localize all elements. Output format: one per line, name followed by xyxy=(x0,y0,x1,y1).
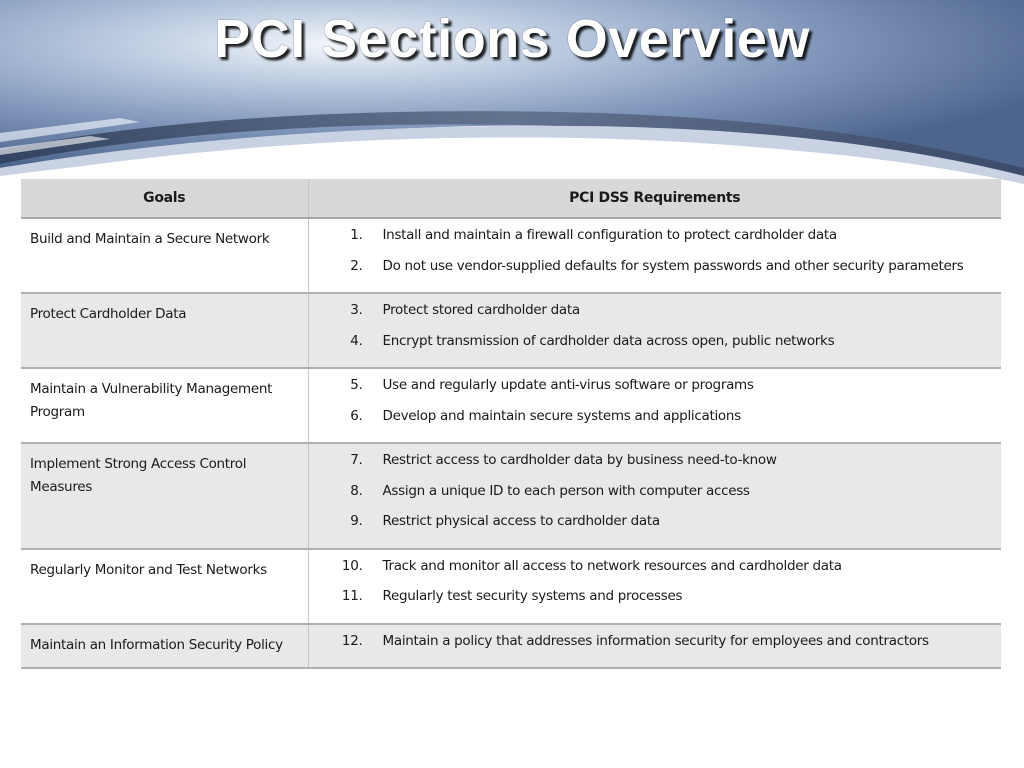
list-item xyxy=(309,632,1002,663)
requirement-list xyxy=(309,219,1002,292)
requirements-cell xyxy=(308,218,1001,293)
requirement-number: 1. xyxy=(350,227,363,243)
requirement-text: Use and regularly update anti-virus software or programs xyxy=(382,377,754,393)
requirement-number: 7. xyxy=(350,452,363,468)
requirement-list xyxy=(309,294,1002,367)
goal-cell xyxy=(21,218,308,293)
requirement-number: 5. xyxy=(350,377,363,393)
goals-column-header: Goals xyxy=(21,179,308,218)
requirement-text: Regularly test security systems and processes xyxy=(382,588,683,604)
requirement-text: Restrict access to cardholder data by business need-to-know xyxy=(382,452,777,468)
list-item xyxy=(309,482,1002,513)
requirement-list xyxy=(309,444,1002,548)
list-item xyxy=(309,512,1002,543)
table-row xyxy=(21,218,1001,293)
goal-label: Maintain an Information Security Policy xyxy=(30,636,283,653)
table-row xyxy=(21,624,1001,669)
goal-label: Protect Cardholder Data xyxy=(30,306,187,322)
goal-cell xyxy=(21,624,308,669)
requirements-cell xyxy=(308,293,1001,368)
requirement-number: 9. xyxy=(350,513,363,529)
requirement-text: Track and monitor all access to network resources and cardholder data xyxy=(382,557,842,574)
requirement-text: Encrypt transmission of cardholder data across open, public networks xyxy=(382,332,835,349)
list-item xyxy=(309,257,1002,288)
list-item xyxy=(309,451,1002,482)
requirement-list xyxy=(309,625,1002,668)
goal-label: Implement Strong Access Control Measures xyxy=(30,456,247,495)
requirements-cell xyxy=(308,624,1001,669)
goal-cell xyxy=(21,293,308,368)
list-item xyxy=(309,407,1002,438)
requirement-number: 6. xyxy=(350,407,363,424)
requirements-cell xyxy=(308,443,1001,549)
pci-overview-table xyxy=(21,179,1001,669)
requirement-text: Develop and maintain secure systems and applications xyxy=(382,407,741,424)
requirement-text: Assign a unique ID to each person with computer access xyxy=(382,482,750,499)
table-row xyxy=(21,549,1001,624)
goal-label: Regularly Monitor and Test Networks xyxy=(30,561,267,578)
list-item xyxy=(309,376,1002,407)
requirements-cell xyxy=(308,368,1001,443)
list-item xyxy=(309,557,1002,588)
goal-cell xyxy=(21,443,308,549)
slide-title: PCI Sections Overview xyxy=(214,9,810,69)
requirement-list xyxy=(309,369,1002,442)
requirements-cell xyxy=(308,549,1001,624)
requirement-text: Maintain a policy that addresses information security for employees and contractors xyxy=(382,632,929,649)
list-item xyxy=(309,301,1002,332)
pci-overview-table-container xyxy=(21,179,1001,669)
table-row xyxy=(21,368,1001,443)
requirement-number: 10. xyxy=(341,557,363,574)
table-row xyxy=(21,443,1001,549)
table-row xyxy=(21,293,1001,368)
requirement-text: Protect stored cardholder data xyxy=(382,302,580,318)
requirement-list xyxy=(309,550,1002,623)
list-item xyxy=(309,332,1002,363)
list-item xyxy=(309,587,1002,618)
requirement-text: Restrict physical access to cardholder data xyxy=(382,513,660,529)
requirement-text: Do not use vendor-supplied defaults for system passwords and other security parameters xyxy=(382,257,964,274)
requirement-text: Install and maintain a firewall configuration to protect cardholder data xyxy=(382,227,837,243)
requirement-number: 12. xyxy=(341,632,363,649)
goal-label: Build and Maintain a Secure Network xyxy=(30,231,270,247)
requirements-column-header: PCI DSS Requirements xyxy=(308,179,1001,218)
requirement-number: 11. xyxy=(341,588,363,604)
goal-cell xyxy=(21,549,308,624)
goal-label: Maintain a Vulnerability Management Program xyxy=(30,381,273,420)
requirement-number: 3. xyxy=(350,302,363,318)
table-header-row xyxy=(21,179,1001,218)
requirement-number: 8. xyxy=(350,482,363,499)
goal-cell xyxy=(21,368,308,443)
list-item xyxy=(309,226,1002,257)
requirement-number: 2. xyxy=(350,257,363,274)
requirement-number: 4. xyxy=(350,332,363,349)
